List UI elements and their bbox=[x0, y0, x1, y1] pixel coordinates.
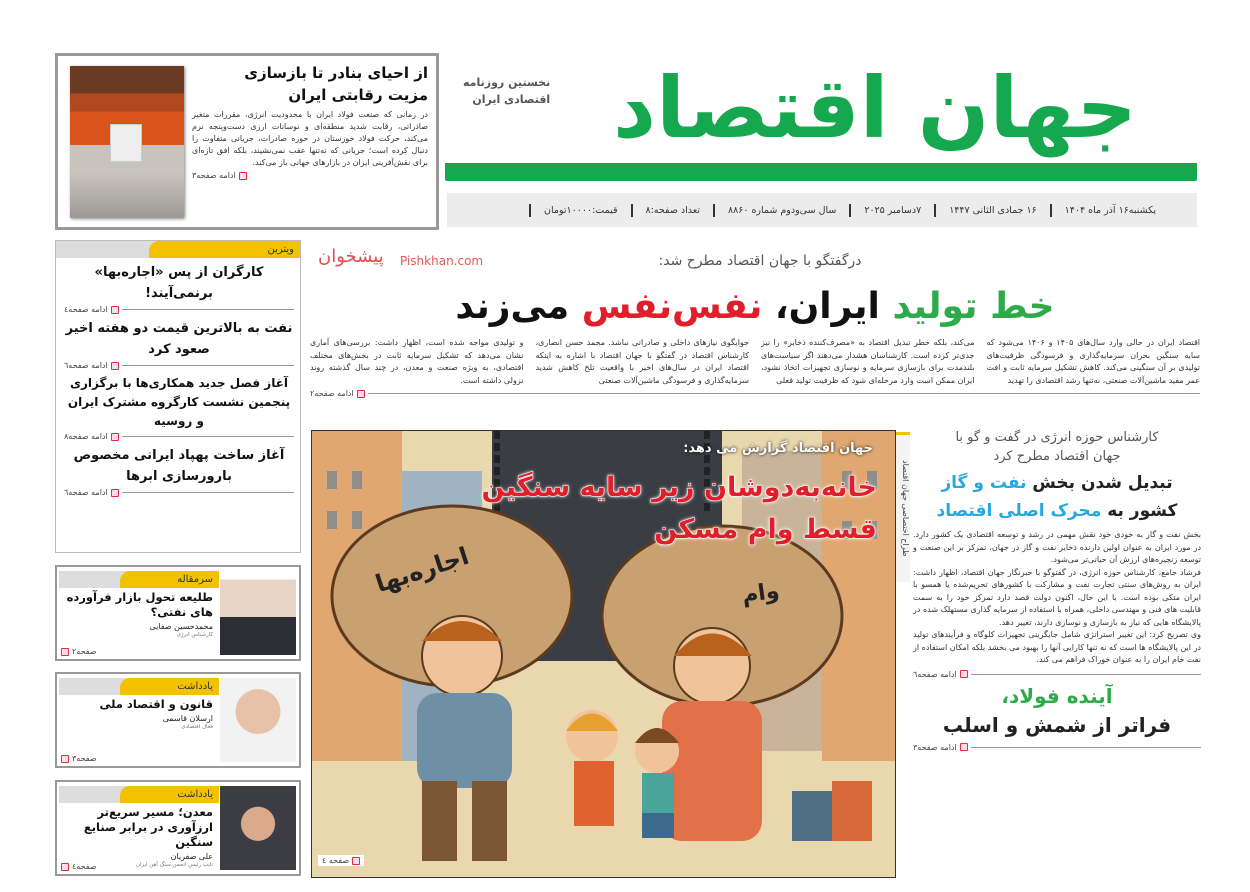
item-title: آغاز ساخت پهپاد ایرانی مخصوص بارورسازی ابرها bbox=[73, 448, 285, 484]
page-icon bbox=[357, 390, 365, 398]
section-label: سرمقاله bbox=[120, 571, 219, 588]
divider bbox=[971, 674, 1201, 675]
price: قیمت:۱۰۰۰۰تومان bbox=[544, 204, 618, 216]
divider bbox=[122, 436, 294, 437]
page-icon bbox=[960, 743, 968, 751]
dateline-bar bbox=[447, 193, 1197, 227]
headline-black: کشور به bbox=[1101, 501, 1178, 521]
logo-text: جهان اقتصاد bbox=[613, 59, 1137, 157]
item-title: کارگران از پس «اجاره‌بها» برنمی‌آیند! bbox=[94, 265, 264, 301]
divider bbox=[122, 365, 294, 366]
steel-photo bbox=[70, 66, 184, 218]
sack-label-rent: اجاره‌بها bbox=[372, 541, 473, 599]
logo-bar bbox=[445, 163, 1197, 181]
kicker-line: جهان اقتصاد مطرح کرد bbox=[993, 449, 1121, 464]
section-tab-bar bbox=[59, 786, 219, 803]
opinion-title: قانون و اقتصاد ملی bbox=[99, 697, 213, 711]
author-photo bbox=[220, 786, 296, 870]
page-icon bbox=[61, 648, 69, 656]
author-name: ارسلان قاسمی bbox=[162, 714, 213, 723]
page-icon bbox=[111, 489, 119, 497]
page-link[interactable] bbox=[61, 754, 97, 763]
paragraph: وی تصریح کرد: این تغییر استراتژی شامل جایگزینی تجهیزات کلوگاه و فرآیندهای تولید در این پالایشگاه ها است که نه تنها کارایی آنها را بهبود می بخشد بلکه امکان استفاده از نفت خام ایران را به عنوان خوراک فراهم می کند. bbox=[913, 630, 1201, 664]
continued-label: ادامه صفحه٦ bbox=[913, 669, 957, 679]
continued-link[interactable] bbox=[64, 305, 294, 314]
divider bbox=[122, 309, 294, 310]
continued-link[interactable] bbox=[310, 389, 1200, 398]
continued-link[interactable] bbox=[64, 361, 294, 370]
opinion-text bbox=[58, 697, 213, 753]
cartoon-page-ref[interactable] bbox=[318, 855, 364, 866]
watermark-fa: پیشخوان bbox=[318, 246, 384, 267]
divider bbox=[934, 204, 936, 217]
divider bbox=[631, 204, 633, 217]
author-photo bbox=[220, 678, 296, 762]
headline-black: ایران، bbox=[774, 286, 880, 327]
watermark-en: Pishkhan.com bbox=[400, 254, 484, 268]
vitrine-item[interactable] bbox=[56, 258, 300, 314]
continued-label: ادامه صفحه٦ bbox=[64, 361, 108, 370]
section-tab-bar bbox=[56, 241, 300, 258]
continued-link[interactable] bbox=[913, 670, 1201, 679]
continued-label: ادامه صفحه٤ bbox=[64, 305, 108, 314]
headline-black: می‌زند bbox=[455, 286, 570, 327]
kicker-line: کارشناس حوزه انرژی در گفت و گو با bbox=[955, 430, 1159, 445]
lead-body-block bbox=[310, 337, 1200, 429]
opinion-title: معدن؛ مسیر سریع‌تر ارزآوری در برابر صنایع سنگین bbox=[83, 805, 213, 849]
continued-label: ادامه صفحه۳ bbox=[192, 171, 236, 180]
continued-link[interactable] bbox=[64, 488, 294, 497]
page-label: صفحه۲ bbox=[72, 647, 97, 656]
right-story-kicker bbox=[913, 428, 1201, 466]
tagline-line: نخستین روزنامه bbox=[463, 76, 551, 89]
lead-headline[interactable] bbox=[310, 280, 1200, 334]
continued-label: ادامه صفحه٦ bbox=[64, 488, 108, 497]
divider bbox=[368, 393, 1200, 394]
issue-number: سال سی‌ودوم شماره ۸۸۶۰ bbox=[728, 204, 837, 216]
vitrine-item[interactable] bbox=[56, 314, 300, 370]
page-icon bbox=[111, 362, 119, 370]
headline-black: فراتر از شمش و اسلب bbox=[942, 712, 1172, 737]
headline-line: قسط وام مسکن bbox=[654, 514, 877, 545]
author-name: علی صفریان bbox=[170, 852, 213, 861]
body-column: اقتصاد ایران در حالی وارد سال‌های ۱۴۰۵ و ۱۴۰۶ می‌شود که سایه سنگین بحران سرمایه‌گذاری و فرسودگی ظرفیت‌های تولیدی بر آن سنگینی می‌کند. کاهش تشکیل سرمایه ثابت و افت عمر مفید ماشین‌آلات صنعتی، نه‌تنها رشد اقتصادی را تهدید bbox=[986, 338, 1200, 385]
paragraph: بخش نفت و گاز به خودی خود نقش مهمی در رشد و توسعه اقتصادی یک کشور دارد. در مورد ایران به عنوان اولین دارنده ذخایر نفت و گاز در جهان، تمرکز بر این صنعت و توسعه زنجیره‌های ارزش آن حیاتی‌تر می‌شود. bbox=[913, 530, 1201, 564]
author-role: فعال اقتصادی bbox=[181, 724, 213, 730]
continued-link[interactable] bbox=[192, 171, 428, 180]
headline-line: خانه‌به‌دوشان زیر سایه سنگین bbox=[481, 472, 877, 503]
divider bbox=[1050, 204, 1052, 217]
top-feature-text bbox=[192, 62, 428, 224]
vitrine-box bbox=[55, 240, 301, 553]
divider bbox=[122, 492, 294, 493]
date-gregorian: ۷دسامبر ۲۰۲۵ bbox=[864, 204, 922, 216]
top-feature-body: در زمانی که صنعت فولاد ایران با محدودیت انرژی، مقررات متغیر صادراتی، رقابت شدید منطقه‌ای و نوسانات ارزی دست‌وپنجه نرم می‌کند، حرکت فولاد خوزستان در حوزه صادرات، جریانی متفاوت را دنبال کرده است؛ جریانی که نه‌تنها عقب نمی‌نشیند، بلکه افق تازه‌ای برای نقش‌آفرینی ایران در بازارهای جهانی باز می‌کند. bbox=[192, 110, 428, 167]
opinion-text bbox=[58, 590, 213, 646]
page-icon bbox=[111, 306, 119, 314]
page-link[interactable] bbox=[61, 647, 97, 656]
body-column: می‌کند، بلکه خطر تبدیل اقتصاد به «مصرف‌کننده ذخایر» را نیز جدی‌تر کرده است. کارشناسان هشدار می‌دهند اگر سیاست‌های بلندمدت برای بازسازی سرمایه و نوسازی تجهیزات اتخاذ نشود، ایران ممکن است وارد مرحله‌ای شود که ظرفیت تولید فعلی bbox=[761, 338, 975, 385]
masthead-logo bbox=[445, 60, 1197, 185]
author-role: کارشناس انرژی bbox=[176, 632, 213, 638]
top-feature-headline bbox=[192, 62, 428, 106]
right-story-headline[interactable] bbox=[913, 469, 1201, 525]
body-column: جوابگوی نیازهای داخلی و صادراتی نباشد. محمد حسن انصاری، کارشناس اقتصاد در گفتگو با جهان اقتصاد با اشاره به اینکه اقتصاد ایران در سال‌های اخیر با واقعیت تلخ کاهش شدید سرمایه‌گذاری و فرسودگی ماشین‌آلات صنعتی bbox=[535, 338, 749, 385]
headline-black: تبدیل شدن بخش bbox=[1026, 473, 1173, 493]
page-ref-label: صفحه ٤ bbox=[322, 856, 350, 865]
page-icon bbox=[111, 433, 119, 441]
headline-green: آینده فولاد، bbox=[1001, 683, 1113, 708]
cartoon-headline bbox=[482, 467, 877, 551]
vitrine-item[interactable] bbox=[56, 441, 300, 497]
divider bbox=[529, 204, 531, 217]
item-title: نفت به بالاترین قیمت دو هفته اخیر صعود کرد bbox=[65, 321, 293, 357]
sack-label-loan: وام bbox=[740, 578, 781, 609]
opinion-box[interactable] bbox=[55, 780, 301, 876]
cartoon-kicker: جهان اقتصاد گزارش می دهد: bbox=[683, 441, 873, 456]
page-label: صفحه۳ bbox=[72, 754, 97, 763]
opinion-title: طلیعه تحول بازار فرآورده های نفتی؟ bbox=[66, 590, 213, 619]
divider bbox=[849, 204, 851, 217]
section-tab-bar bbox=[59, 571, 219, 588]
lead-kicker: درگفتگو با جهان اقتصاد مطرح شد: bbox=[658, 253, 862, 269]
lead-body bbox=[310, 337, 1200, 387]
page-icon bbox=[352, 857, 360, 865]
page-icon bbox=[61, 755, 69, 763]
page-icon bbox=[960, 670, 968, 678]
date-hijri: ۱۶ جمادی الثانی ۱۴۴۷ bbox=[949, 204, 1037, 216]
tagline-line: اقتصادی ایران bbox=[472, 93, 551, 106]
continued-label: ادامه صفحه۲ bbox=[310, 389, 354, 398]
headline-blue: نفت و گاز bbox=[941, 473, 1027, 493]
item-title: آغاز فصل جدید همکاری‌ها با برگزاری پنجمین نشست کارگروه مشترک ایران و روسیه bbox=[67, 376, 291, 428]
cartoon-illustration[interactable] bbox=[311, 430, 896, 878]
continued-label: ادامه صفحه۸ bbox=[64, 432, 108, 441]
page-link[interactable] bbox=[61, 862, 97, 871]
date-persian: یکشنبه۱۶ آذر ماه ۱۴۰۴ bbox=[1064, 204, 1156, 216]
headline-line: از احیای بنادر تا بازسازی bbox=[244, 64, 428, 82]
body-column: و تولیدی مواجه شده است، اظهار داشت: بررسی‌های آماری نشان می‌دهد که تشکیل سرمایه ثابت در بخش‌های مختلف اقتصادی، به ویژه صنعت و معدن، در چند سال گذشته روند نزولی داشته است. bbox=[310, 338, 524, 385]
page-icon bbox=[61, 863, 69, 871]
section-label: ویترین bbox=[149, 241, 300, 258]
cartoon-credit: طراح اختصاصی جهان اقتصاد bbox=[896, 432, 910, 582]
steel-story-headline[interactable] bbox=[913, 682, 1201, 740]
continued-link[interactable] bbox=[64, 432, 294, 441]
page-label: صفحه٤ bbox=[72, 862, 97, 871]
top-feature-box[interactable] bbox=[55, 53, 439, 230]
divider bbox=[971, 747, 1201, 748]
right-column bbox=[913, 428, 1201, 878]
section-tab-bar bbox=[59, 678, 219, 695]
divider bbox=[713, 204, 715, 217]
page-count: تعداد صفحه:۸ bbox=[645, 204, 701, 216]
section-label: یادداشت bbox=[120, 678, 219, 695]
author-role: نایب رئیس انجمن سنگ آهن ایران bbox=[135, 862, 213, 868]
opinion-box[interactable] bbox=[55, 672, 301, 768]
opinion-box[interactable] bbox=[55, 565, 301, 661]
vitrine-item[interactable] bbox=[56, 370, 300, 441]
logo-tagline bbox=[463, 74, 550, 108]
page-icon bbox=[239, 172, 247, 180]
section-label: یادداشت bbox=[120, 786, 219, 803]
right-story-body bbox=[913, 529, 1201, 667]
author-photo bbox=[220, 571, 296, 655]
headline-green: خط تولید bbox=[892, 286, 1055, 327]
continued-label: ادامه صفحه۳ bbox=[913, 742, 957, 752]
paragraph: فرشاد جامع، کارشناس حوزه انرژی، در گفتوگو با خبرنگار جهان اقتصاد، اظهار داشت: ایران به روش‌های سنتی تجارت نفت و مشارکت با کشورهای تحریم‌شده یا همسو با ایران متکی بوده است. با این حال، اکنون دولت قصد دارد تمرکز خود را به سمت قابلیت های فنی و مهندسی داخلی، همراه با استفاده از سرمایه گذاری مستهلک شده در پالایشگاه هایی که نیاز به بازسازی و نوسازی دارند، تغییر دهد. bbox=[913, 567, 1201, 627]
headline-blue: محرک اصلی اقتصاد bbox=[936, 501, 1102, 521]
headline-red: نفس‌نفس bbox=[581, 286, 763, 327]
author-name: محمدحسین صفایی bbox=[149, 622, 213, 631]
headline-line: مزیت رقابتی ایران bbox=[288, 86, 428, 104]
continued-link[interactable] bbox=[913, 743, 1201, 752]
